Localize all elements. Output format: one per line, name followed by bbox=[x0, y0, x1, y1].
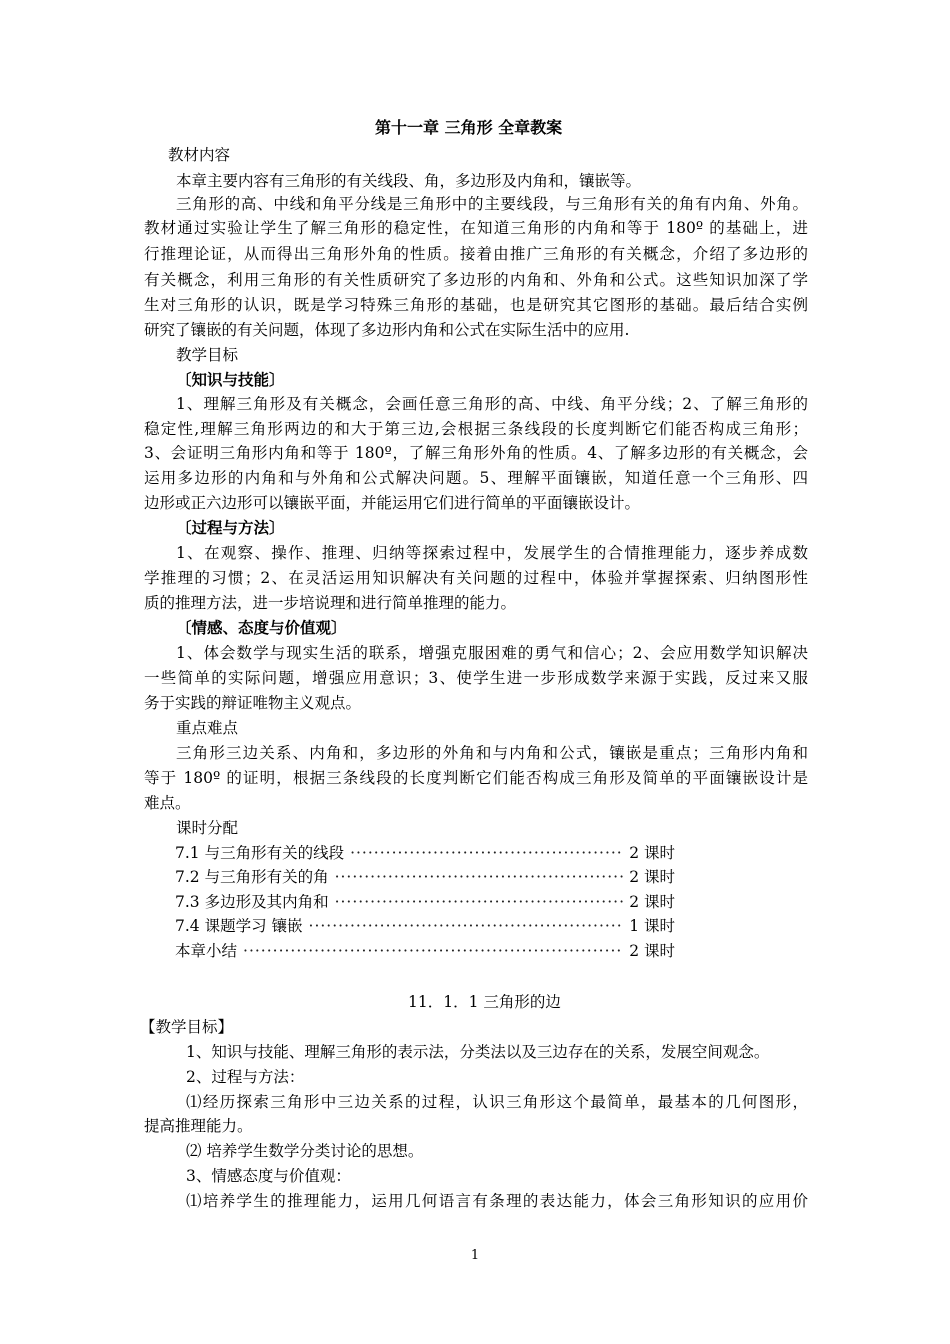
schedule-hours: 2 课时 bbox=[629, 942, 675, 960]
emotion-line: 1、体会数学与现实生活的联系，增强克服困难的勇气和信心；2、会应用数学知识解决 bbox=[176, 644, 808, 662]
leader-dots bbox=[350, 841, 623, 865]
knowledge-line: 运用多边形的内角和与外角和公式解决问题。5、理解平面镶嵌，知道任意一个三角形、四 bbox=[144, 469, 808, 487]
schedule-row bbox=[175, 890, 675, 914]
schedule-hours: 1 课时 bbox=[629, 917, 675, 935]
schedule-label: 7.1 与三角形有关的线段 bbox=[175, 844, 345, 862]
knowledge-line: 边形或正六边形可以镶嵌平面，并能运用它们进行简单的平面镶嵌设计。 bbox=[144, 494, 641, 512]
schedule-row bbox=[175, 914, 675, 938]
schedule-label: 7.2 与三角形有关的角 bbox=[175, 868, 329, 886]
process-line: 1、在观察、操作、推理、归纳等探索过程中，发展学生的合情推理能力，逐步养成数 bbox=[176, 544, 808, 562]
leader-dots bbox=[335, 890, 624, 914]
lesson-goals-heading: 【教学目标】 bbox=[140, 1018, 234, 1036]
lesson-line: ⑴经历探索三角形中三边关系的过程，认识三角形这个最简单，最基本的几何图形， bbox=[186, 1093, 808, 1111]
content-heading: 教材内容 bbox=[168, 146, 231, 164]
lesson-line: 提高推理能力。 bbox=[144, 1117, 253, 1135]
lesson-line: 2、过程与方法： bbox=[186, 1068, 305, 1086]
content-paragraph-2-line: 研究了镶嵌的有关问题，体现了多边形内角和公式在实际生活中的应用. bbox=[144, 321, 630, 339]
lesson-title: 11．1．1 三角形的边 bbox=[408, 993, 561, 1011]
chapter-title: 第十一章 三角形 全章教案 bbox=[375, 118, 563, 137]
keypoints-line: 等于 180º 的证明，根据三条线段的长度判断它们能否构成三角形及简单的平面镶嵌设计是 bbox=[144, 769, 808, 787]
lesson-line: ⑴培养学生的推理能力，运用几何语言有条理的表达能力，体会三角形知识的应用价 bbox=[186, 1192, 808, 1210]
content-paragraph-2-line: 生对三角形的认识，既是学习特殊三角形的基础，也是研究其它图形的基础。最后结合实例 bbox=[144, 296, 808, 314]
leader-dots bbox=[309, 914, 624, 938]
content-paragraph-1: 本章主要内容有三角形的有关线段、角，多边形及内角和，镶嵌等。 bbox=[176, 172, 642, 190]
content-paragraph-2-line: 行推理论证，从而得出三角形外角的性质。接着由推广三角形的有关概念，介绍了多边形的 bbox=[144, 245, 808, 263]
schedule-row bbox=[175, 841, 675, 865]
keypoints-line: 三角形三边关系、内角和，多边形的外角和与内角和公式，镶嵌是重点；三角形内角和 bbox=[176, 744, 808, 762]
leader-dots bbox=[243, 939, 623, 963]
emotion-line: 务于实践的辩证唯物主义观点。 bbox=[144, 694, 362, 712]
lesson-line: 3、情感态度与价值观： bbox=[186, 1167, 351, 1185]
content-paragraph-2-line: 有关概念，利用三角形的有关性质研究了多边形的内角和、外角和公式。这些知识加深了学 bbox=[144, 271, 808, 289]
knowledge-line: 稳定性,理解三角形两边的和大于第三边,会根据三条线段的长度判断它们能否构成三角形； bbox=[144, 420, 808, 438]
schedule-label: 7.3 多边形及其内角和 bbox=[175, 893, 329, 911]
schedule-row bbox=[175, 939, 675, 963]
leader-dots bbox=[335, 865, 624, 889]
process-line: 学推理的习惯；2、在灵活运用知识解决有关问题的过程中，体验并掌握探索、归纳图形性 bbox=[144, 569, 808, 587]
lesson-line: ⑵ 培养学生数学分类讨论的思想。 bbox=[186, 1142, 424, 1160]
emotion-heading: 〔情感、态度与价值观〕 bbox=[176, 619, 347, 637]
schedule-hours: 2 课时 bbox=[629, 868, 675, 886]
keypoints-heading: 重点难点 bbox=[176, 719, 239, 737]
process-line: 质的推理方法，进一步培说理和进行简单推理的能力。 bbox=[144, 594, 517, 612]
schedule-hours: 2 课时 bbox=[629, 893, 675, 911]
process-heading: 〔过程与方法〕 bbox=[176, 519, 285, 537]
schedule-hours: 2 课时 bbox=[629, 844, 675, 862]
content-paragraph-2-line: 三角形的高、中线和角平分线是三角形中的主要线段，与三角形有关的角有内角、外角。 bbox=[176, 195, 808, 213]
content-paragraph-2-line: 教材通过实验让学生了解三角形的稳定性，在知道三角形的内角和等于 180º 的基础上，进 bbox=[144, 219, 808, 237]
page-number: 1 bbox=[470, 1248, 480, 1263]
schedule-label: 7.4 课题学习 镶嵌 bbox=[175, 917, 303, 935]
keypoints-line: 难点。 bbox=[144, 794, 191, 812]
knowledge-line: 3、会证明三角形内角和等于 180º，了解三角形外角的性质。4、了解多边形的有关概念，会 bbox=[144, 444, 808, 462]
goals-heading: 教学目标 bbox=[176, 346, 239, 364]
emotion-line: 一些简单的实际问题，增强应用意识；3、使学生进一步形成数学来源于实践，反过来又服 bbox=[144, 669, 808, 687]
knowledge-line: 1、理解三角形及有关概念，会画任意三角形的高、中线、角平分线；2、了解三角形的 bbox=[176, 395, 808, 413]
knowledge-heading: 〔知识与技能〕 bbox=[176, 371, 285, 389]
schedule-row bbox=[175, 865, 675, 889]
lesson-line: 1、知识与技能、理解三角形的表示法，分类法以及三边存在的关系，发展空间观念。 bbox=[186, 1043, 770, 1061]
schedule-label: 本章小结 bbox=[175, 942, 238, 960]
schedule-heading: 课时分配 bbox=[176, 819, 239, 837]
